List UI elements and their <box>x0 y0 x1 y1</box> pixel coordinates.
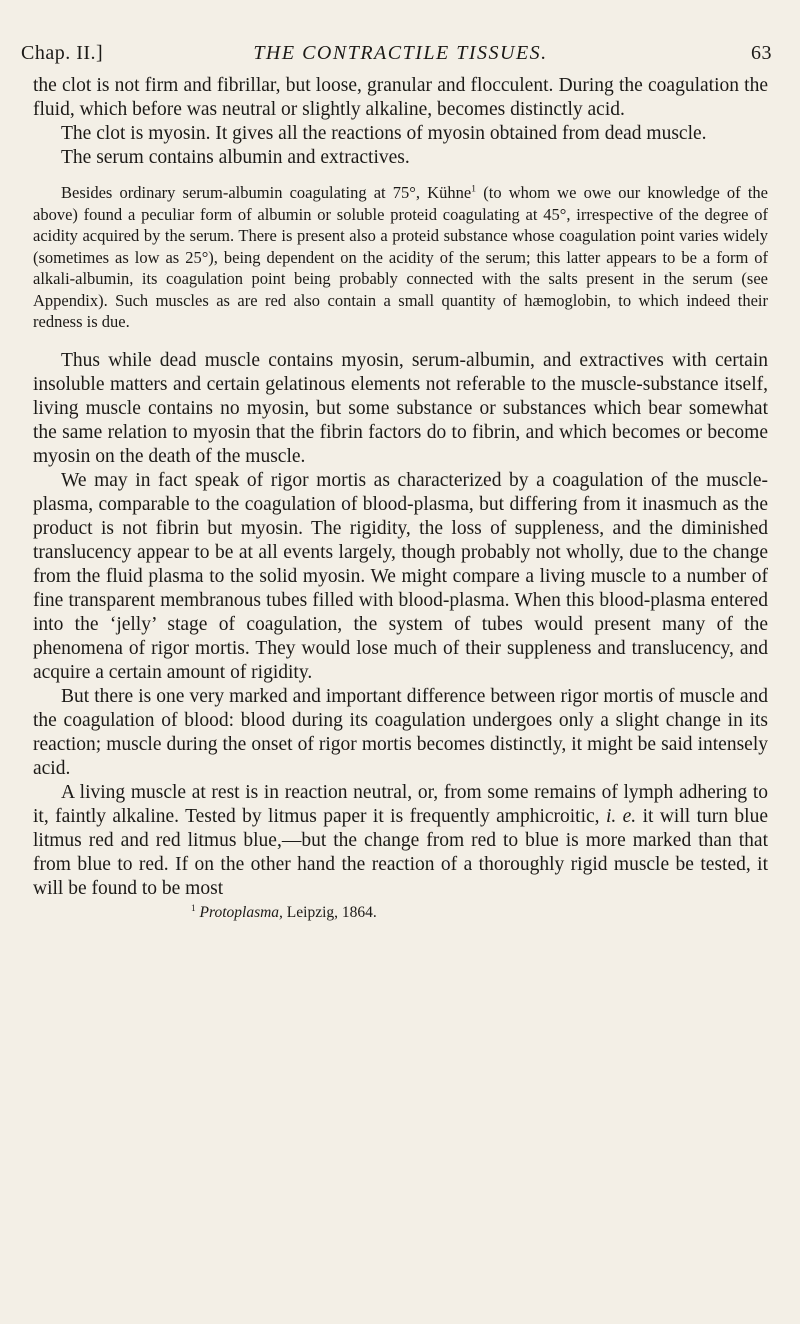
litmus-text-a: A living muscle at rest is in reaction neutral, or, from some remains of lymph adhering to it, faintly alkaline. Tested by litmus paper it is frequently amphicroitic, <box>33 781 768 827</box>
footnote-work-title: Protoplasma, <box>199 903 283 921</box>
page-number: 63 <box>751 42 772 64</box>
text-block-2 <box>33 349 768 901</box>
kuhne-note-text-b: (to whom we owe our knowledge of the above) found a peculiar form of albumin or soluble proteid coagulating at 45°, irrespective of the degree of acidity acquired by the serum. There is present also a proteid substance whose coagulation point varies widely (sometimes as low as 25°), being dependent on the acidity of the serum; this latter appears to be a form of alkali-albumin, its coagulation point being probably connected with the salts present in the serum (see Appendix). Such muscles as are red also contain a small quantity of hæmoglobin, to which indeed their redness is due. <box>33 183 768 331</box>
paragraph-clot-myosin: The clot is myosin. It gives all the reactions of myosin obtained from dead muscle. <box>61 123 707 144</box>
paragraph-dead-vs-living: Thus while dead muscle contains myosin, serum-albumin, and extractives with certain insoluble matters and certain gelatinous elements not referable to the muscle-substance itself, living muscle contains no myosin, but some substance or substances which bear somewhat the same relation to myosin that the fibrin factors do to fibrin, and which becomes or become myosin on the death of the muscle. <box>33 349 768 467</box>
book-page <box>21 42 772 923</box>
paragraph-serum: The serum contains albumin and extractives. <box>61 147 410 168</box>
text-block-1 <box>33 74 768 170</box>
footnote <box>33 903 768 923</box>
footnote-details: Leipzig, 1864. <box>282 903 377 921</box>
paragraph-rigor-mortis: We may in fact speak of rigor mortis as characterized by a coagulation of the muscle-plasma, comparable to the coagulation of blood-plasma, but differing from it inasmuch as the product is not fibrin but myosin. The rigidity, the loss of suppleness, and the diminished translucency appear to be at all events largely, though probably not wholly, due to the change from the fluid plasma to the solid myosin. We might compare a living muscle to a number of fine transparent membranous tubes filled with blood-plasma. When this blood-plasma entered into the ‘jelly’ stage of coagulation, the system of tubes would present many of the phenomena of rigor mortis. They would lose much of their suppleness and translucency, and acquire a certain amount of rigidity. <box>33 469 768 683</box>
litmus-ie: i. e. <box>605 805 637 827</box>
page-title: THE CONTRACTILE TISSUES. <box>253 42 548 64</box>
litmus-text-b: it will turn blue litmus red and red litmus blue,—but the change from red to blue is more marked than that from blue to red. If on the other hand the reaction of a thoroughly rigid muscle be tested, it will be found to be most <box>33 805 768 899</box>
running-head <box>21 42 772 74</box>
small-print-note <box>33 182 768 333</box>
paragraph-litmus <box>33 781 768 901</box>
paragraph-kuhne-note <box>33 182 768 333</box>
footnote-mark: 1 <box>191 903 196 914</box>
paragraph-clot-description: the clot is not firm and fibrillar, but loose, granular and flocculent. During the coagulation the fluid, which before was neutral or slightly alkaline, becomes distinctly acid. <box>33 75 768 120</box>
paragraph-difference: But there is one very marked and important difference between rigor mortis of muscle and the coagulation of blood: blood during its coagulation undergoes only a slight change in its reaction; muscle during the onset of rigor mortis becomes distinctly, it might be said intensely acid. <box>33 685 768 779</box>
chapter-label: Chap. II.] <box>21 42 104 64</box>
footnote-reference: 1 <box>471 183 477 195</box>
kuhne-note-text-a: Besides ordinary serum-albumin coagulating at 75°, Kühne <box>61 183 472 202</box>
